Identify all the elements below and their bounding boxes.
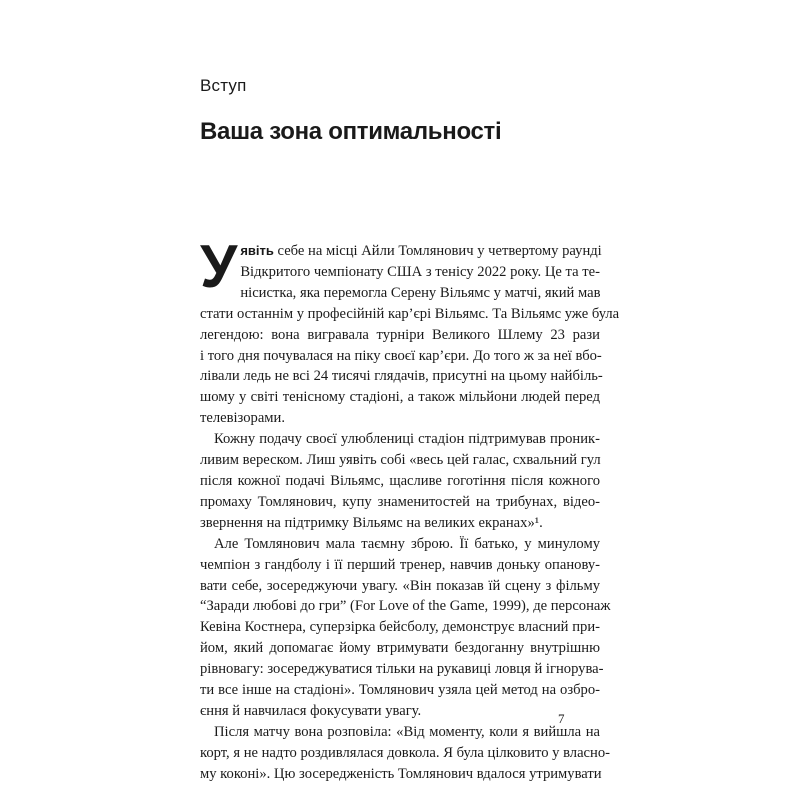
text-line: промаху Томлянович, купу знаменитостей на трибунах, відео- [200, 493, 600, 510]
text-line: му коконі». Цю зосередженість Томлянович вдалося утримувати [200, 765, 602, 782]
text-line: телевізорами. [200, 410, 286, 427]
text-line: після кожної подачі Вільямс, щасливе гоготіння після кожного [200, 472, 600, 489]
text-line: ти все інше на стадіоні». Томлянович узяла цей метод на озбро- [200, 682, 600, 699]
text-line: Після матчу вона розповіла: «Від моменту, коли я вийшла на [214, 723, 600, 740]
text-line: єння й навчилася фокусувати увагу. [200, 702, 422, 719]
text-line: легендою: вона вигравала турніри Великого Шлему 23 рази [200, 326, 600, 343]
text-line: Кевіна Костнера, суперзірка бейсболу, демонструє власний при- [200, 619, 600, 636]
text-line: Але Томлянович мала таємну зброю. Її батько, у минулому [214, 535, 600, 552]
text-line: рівновагу: зосереджуватися тільки на рукавиці ловця й ігнорува- [200, 661, 604, 678]
text-line: Кожну подачу своєї улюблениці стадіон підтримував проник- [214, 431, 600, 448]
text-line: стати останнім у професійній кар’єрі Вільямс. Та Вільямс уже була [200, 305, 620, 322]
text-line: корт, я не надто роздивлялася довкола. Я була цілковито у власно- [200, 744, 610, 761]
text-line: шому у світі тенісному стадіоні, а також мільйони людей перед [200, 389, 600, 406]
text-line: ливим вереском. Лиш уявіть собі «весь цей галас, схвальний гул [200, 452, 601, 469]
text-line: Відкритого чемпіонату США з тенісу 2022 року. Це та те- [240, 263, 600, 280]
text-line: явіть себе на місці Айли Томлянович у четвертому раунді [240, 243, 602, 259]
text-line: і того дня почувалася на піку своєї кар’єри. До того ж за неї вбо- [200, 347, 602, 364]
text-line: лівали ледь не всі 24 тисячі глядачів, присутні на цьому найбіль- [200, 368, 603, 385]
text-line: йом, який допомагає йому втримувати бездоганну внутрішню [200, 640, 600, 657]
body-text [200, 233, 620, 785]
text-line: чемпіон з гандболу і її перший тренер, навчив доньку опанову- [200, 556, 600, 573]
lead-in: явіть [240, 243, 274, 258]
text-line: нісистка, яка перемогла Серену Вільямс у матчі, який мав [240, 284, 601, 301]
text-line: звернення на підтримку Вільямс на великих екранах»¹. [200, 514, 543, 531]
drop-cap: У [200, 233, 238, 300]
text-line: вати себе, зосереджуючи увагу. «Він показав їй сцену з фільму [200, 577, 600, 594]
text-line: “Заради любові до гри” (For Love of the Game, 1999), де персонаж [200, 598, 611, 615]
page-number: 7 [558, 711, 565, 726]
section-label: Вступ [200, 76, 247, 95]
chapter-title: Ваша зона оптимальності [200, 118, 502, 145]
